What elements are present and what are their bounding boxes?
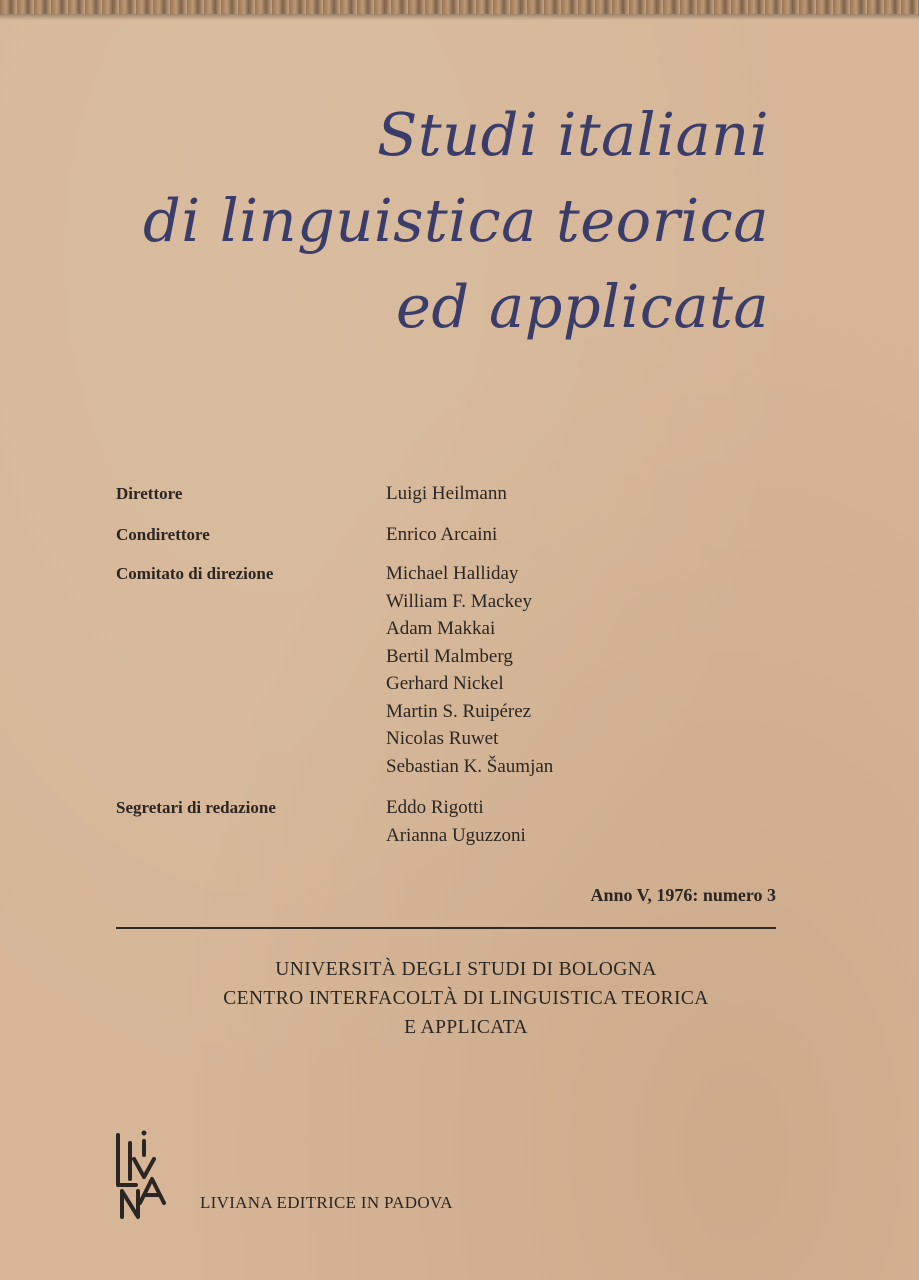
person-name: Enrico Arcaini xyxy=(386,524,498,545)
masthead-row-secretaries xyxy=(116,794,796,849)
editorial-masthead xyxy=(116,480,796,849)
names-list xyxy=(386,480,507,508)
person-name: Bertil Malmberg xyxy=(386,645,513,667)
publisher-name: LIVIANA EDITRICE IN PADOVA xyxy=(200,1193,453,1212)
person-name: Eddo Rigotti xyxy=(386,797,484,818)
role-label: Comitato di direzione xyxy=(116,564,274,583)
page-edge-shadow xyxy=(0,14,919,20)
institution-line-1: UNIVERSITÀ DEGLI STUDI DI BOLOGNA xyxy=(275,959,657,980)
role-label: Segretari di redazione xyxy=(116,798,276,817)
horizontal-rule xyxy=(116,927,776,929)
page-edge-decoration xyxy=(0,0,919,14)
role-label: Condirettore xyxy=(116,525,210,544)
title-line-2: di linguistica teorica xyxy=(142,186,769,255)
liviana-logo-icon xyxy=(110,1125,174,1221)
journal-title xyxy=(143,92,769,350)
institution-block xyxy=(116,955,816,1042)
names-list xyxy=(386,794,526,849)
institution-line-2: CENTRO INTERFACOLTÀ DI LINGUISTICA TEORICA xyxy=(223,988,709,1009)
masthead-row-committee xyxy=(116,560,796,780)
person-name: Nicolas Ruwet xyxy=(386,728,499,749)
issue-info: Anno V, 1976: numero 3 xyxy=(590,885,776,905)
person-name: William F. Mackey xyxy=(386,590,532,612)
person-name: Martin S. Ruipérez xyxy=(386,700,532,722)
masthead-row-director xyxy=(116,480,796,508)
person-name: Sebastian K. Šaumjan xyxy=(386,755,554,777)
title-line-1: Studi italiani xyxy=(376,100,769,169)
role-label: Direttore xyxy=(116,484,183,503)
names-list xyxy=(386,560,553,780)
title-line-3: ed applicata xyxy=(396,272,769,341)
names-list xyxy=(386,521,497,549)
person-name: Luigi Heilmann xyxy=(386,483,507,504)
masthead-row-codirector xyxy=(116,521,796,549)
person-name: Arianna Uguzzoni xyxy=(386,824,526,846)
person-name: Gerhard Nickel xyxy=(386,673,504,694)
person-name: Adam Makkai xyxy=(386,618,496,639)
institution-line-3: E APPLICATA xyxy=(404,1017,528,1038)
person-name: Michael Halliday xyxy=(386,563,519,584)
